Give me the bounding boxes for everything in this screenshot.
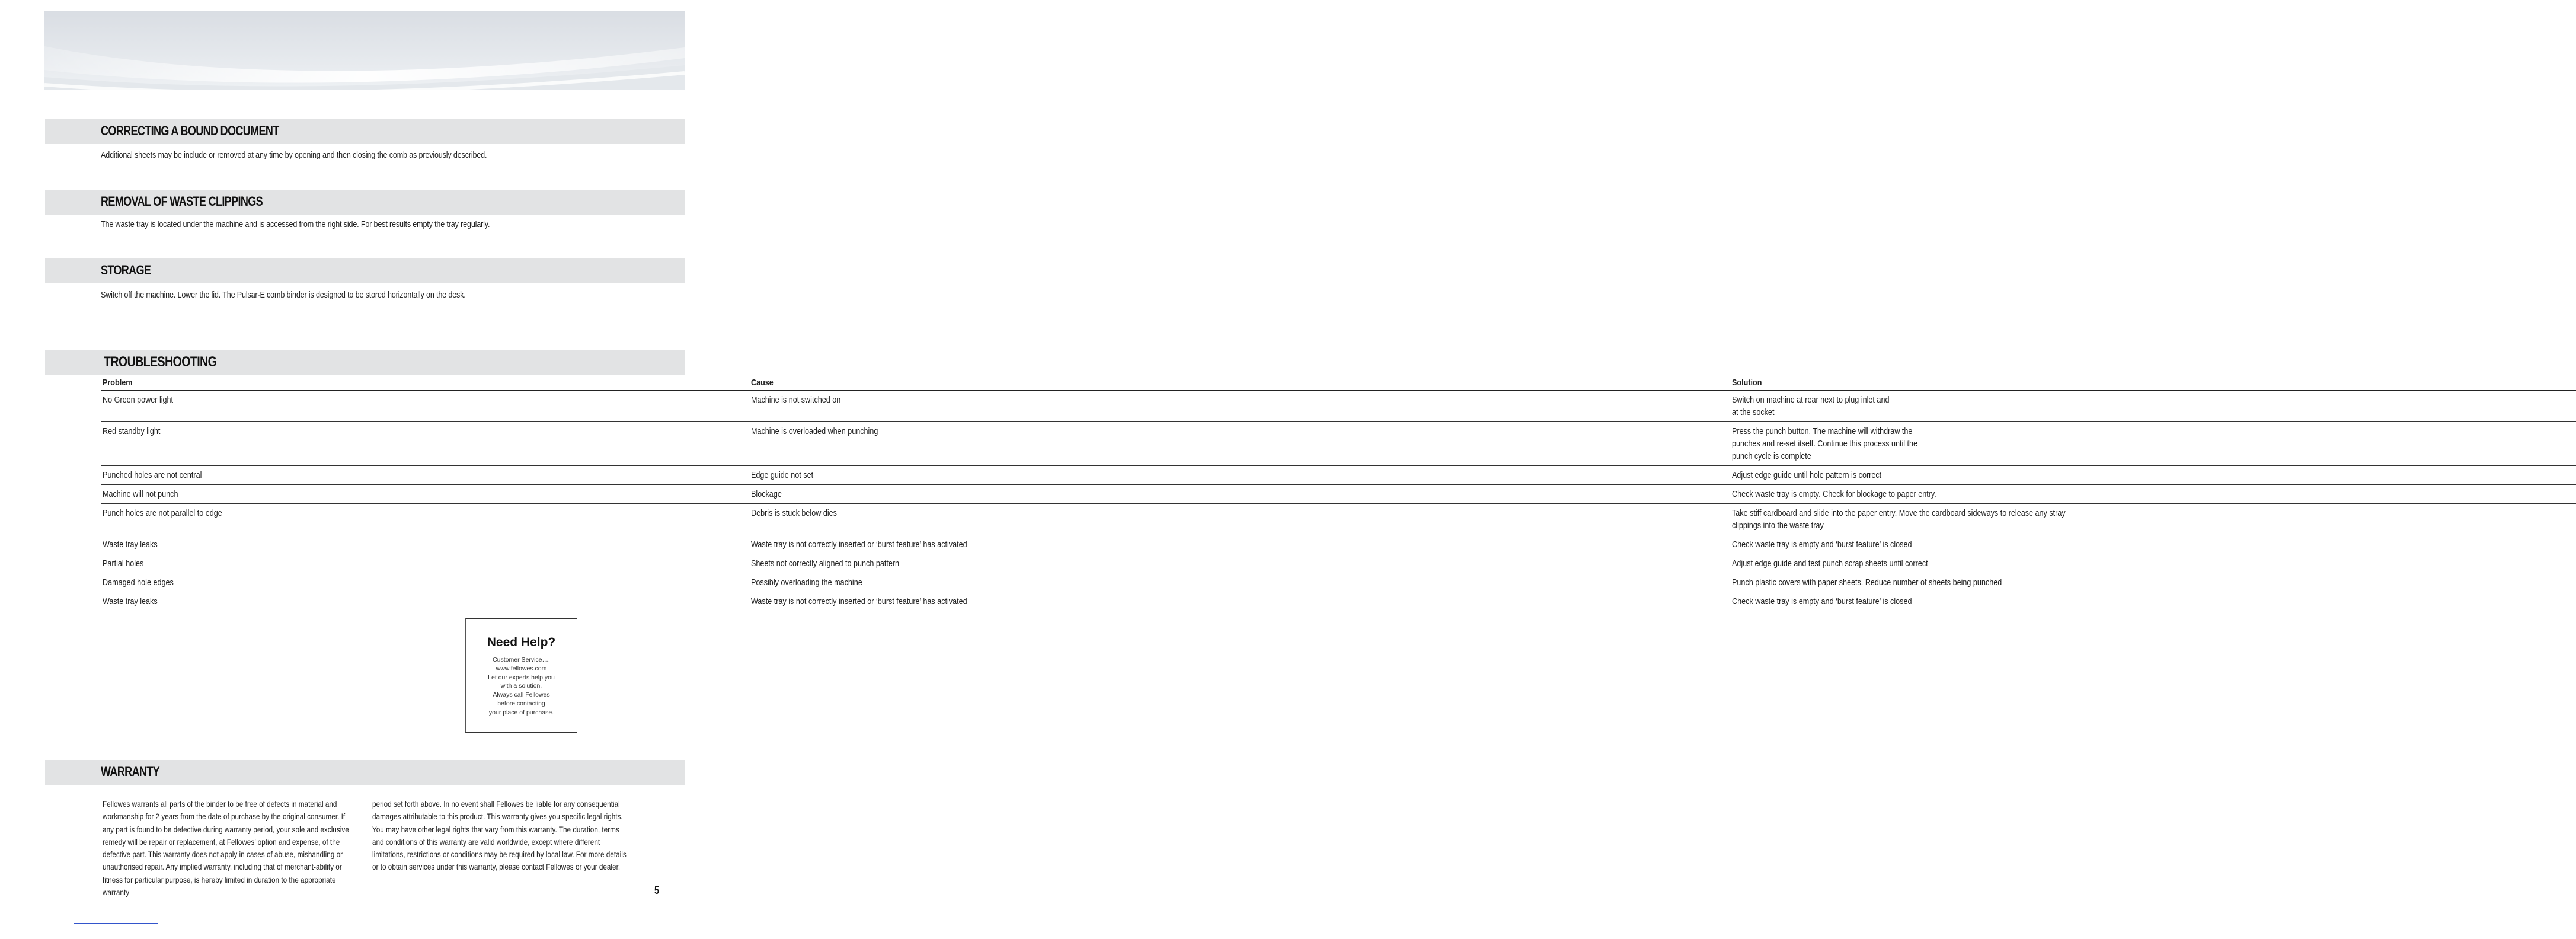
need-help-box <box>465 618 577 733</box>
need-help-text <box>466 656 577 717</box>
need-help-line: your place of purchase. <box>488 708 554 716</box>
cell-cause: Machine is not switched on <box>749 391 1730 422</box>
table-row <box>101 554 2576 573</box>
cell-cause: Debris is stuck below dies <box>749 504 1730 535</box>
cell-cause: Waste tray is not correctly inserted or ‘burst feature’ has activated <box>751 596 967 606</box>
table-row <box>101 422 2576 466</box>
need-help-line: www.fellowes.com <box>496 665 547 672</box>
need-help-line: with a solution. <box>500 682 542 690</box>
table-row <box>101 391 2576 422</box>
cell-problem: Machine will not punch <box>101 485 749 504</box>
table-header-row <box>101 375 2576 391</box>
section-title-correcting: CORRECTING A BOUND DOCUMENT <box>101 123 279 138</box>
cell-problem: Partial holes <box>101 554 749 573</box>
header-banner <box>44 11 685 90</box>
column-header-solution: Solution <box>1730 375 2576 391</box>
section-body-storage: Switch off the machine. Lower the lid. The Pulsar-E comb binder is designed to be stored horizontally on the desk. <box>101 290 466 300</box>
cell-solution: Check waste tray is empty and ‘burst feature’ is closed <box>1730 535 2576 554</box>
cell-solution: Punch plastic covers with paper sheets. Reduce number of sheets being punched <box>1730 573 2576 592</box>
cell-solution: Check waste tray is empty. Check for blockage to paper entry. <box>1730 485 2576 504</box>
page-number: 5 <box>654 884 660 896</box>
need-help-line: Customer Service…. <box>493 656 550 663</box>
cell-cause: Sheets not correctly aligned to punch pattern <box>749 554 1730 573</box>
table-row <box>101 592 2576 611</box>
cell-cause: Edge guide not set <box>749 466 1730 485</box>
cell-cause: Waste tray is not correctly inserted or ‘burst feature’ has activated <box>749 535 1730 554</box>
cell-problem: Punched holes are not central <box>101 466 749 485</box>
cell-solution: Take stiff cardboard and slide into the paper entry. Move the cardboard sideways to release any stray clippings into the waste tray <box>1730 504 2576 535</box>
table-row <box>101 573 2576 592</box>
need-help-line: Always call Fellowes <box>493 691 550 699</box>
need-help-line: Let our experts help you <box>488 673 555 681</box>
table-row <box>101 535 2576 554</box>
section-title-warranty: WARRANTY <box>101 764 159 779</box>
section-title-troubleshooting: TROUBLESHOOTING <box>104 354 217 370</box>
cell-solution: Adjust edge guide and test punch scrap sheets until correct <box>1730 554 2576 573</box>
warranty-column-2: period set forth above. In no event shall Fellowes be liable for any consequential damages attributable to this product. This warranty gives you specific legal rights. You may have other legal rights that vary from this warranty. The duration, terms and conditions of this warranty are valid worldwide, except where different limitations, restrictions or conditions may be required by local law. For more details or to obtain services under this warranty, please contact Fellowes or your dealer. <box>372 799 627 872</box>
cell-problem: Damaged hole edges <box>101 573 749 592</box>
cell-problem: Punch holes are not parallel to edge <box>101 504 749 535</box>
footer-rule <box>74 923 158 924</box>
cell-cause: Machine is overloaded when punching <box>749 422 1730 466</box>
table-row <box>101 504 2576 535</box>
need-help-title: Need Help? <box>487 635 556 649</box>
warranty-column-1: Fellowes warrants all parts of the binder to be free of defects in material and workmanship for 2 years from the date of purchase by the original consumer. If any part is found to be defective during warranty period, your sole and exclusive remedy will be repair or replacement, at Fellowes’ option and expense, of the defective part. This warranty does not apply in cases of abuse, mishandling or unauthorised repair. Any implied warranty, including that of merchant-ability or fitness for particular purpose, is hereby limited in duration to the appropriate warranty <box>103 799 349 898</box>
cell-cause: Possibly overloading the machine <box>749 573 1730 592</box>
cell-solution: Press the punch button. The machine will withdraw the punches and re-set itself. Continue this process until the punch cycle is complete <box>1730 422 2576 466</box>
cell-solution: Switch on machine at rear next to plug inlet and at the socket <box>1730 391 2576 422</box>
cell-solution: Adjust edge guide until hole pattern is correct <box>1730 466 2576 485</box>
need-help-line: before contacting <box>497 700 545 707</box>
section-title-storage: STORAGE <box>101 263 151 277</box>
table-row <box>101 485 2576 504</box>
cell-cause: Blockage <box>749 485 1730 504</box>
cell-problem: No Green power light <box>101 391 749 422</box>
section-body-correcting: Additional sheets may be include or removed at any time by opening and then closing the comb as previously described. <box>101 150 487 160</box>
table-row <box>101 466 2576 485</box>
cell-solution: Check waste tray is empty and ‘burst feature’ is closed <box>1731 596 1912 606</box>
cell-problem: Waste tray leaks <box>103 596 158 606</box>
section-body-removal: The waste tray is located under the machine and is accessed from the right side. For best results empty the tray regularly. <box>101 219 490 229</box>
cell-problem: Red standby light <box>101 422 749 466</box>
column-header-cause: Cause <box>749 375 1730 391</box>
cell-problem: Waste tray leaks <box>101 535 749 554</box>
troubleshooting-table <box>101 375 2576 611</box>
section-title-removal: REMOVAL OF WASTE CLIPPINGS <box>101 194 263 209</box>
column-header-problem: Problem <box>101 375 749 391</box>
